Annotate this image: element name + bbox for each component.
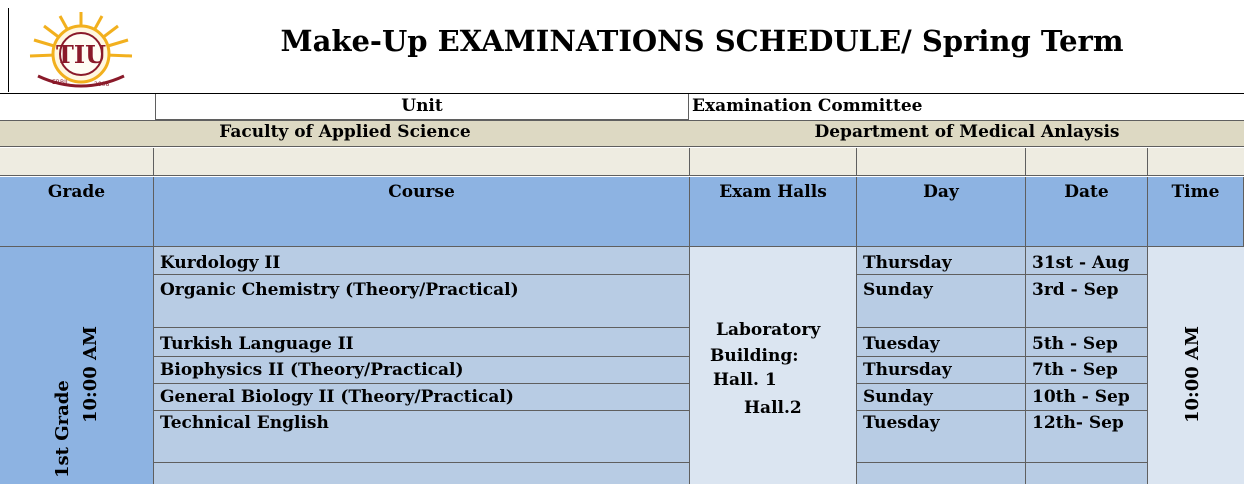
course-day: Sunday bbox=[863, 280, 933, 300]
row-line bbox=[857, 356, 1148, 357]
column-header-date: Date bbox=[1026, 177, 1148, 247]
logo-year-text: 2008 bbox=[94, 81, 110, 88]
row-line bbox=[154, 410, 690, 411]
grade-name: 1st Grade bbox=[52, 380, 73, 478]
page-title: Make-Up EXAMINATIONS SCHEDULE/ Spring Term bbox=[280, 24, 1124, 58]
course-day: Sunday bbox=[863, 387, 933, 407]
course-date: 12th- Sep bbox=[1032, 413, 1124, 433]
exam-hall-line: Hall.2 bbox=[744, 398, 802, 418]
examination-committee-label: Examination Committee bbox=[692, 96, 923, 116]
university-logo bbox=[8, 6, 154, 94]
logo-emblem-text: TIU bbox=[55, 40, 107, 69]
row-line bbox=[857, 462, 1148, 463]
grade-time: 10:00 AM bbox=[80, 326, 101, 424]
course-name: Kurdology II bbox=[160, 253, 281, 273]
course-day: Tuesday bbox=[863, 413, 940, 433]
course-day: Thursday bbox=[863, 360, 952, 380]
course-name: Turkish Language II bbox=[160, 334, 354, 354]
spacer-row bbox=[0, 148, 1244, 176]
spacer-divider bbox=[856, 148, 857, 176]
spacer-divider bbox=[689, 148, 690, 176]
column-header-exam-halls: Exam Halls bbox=[690, 177, 857, 247]
course-name: Technical English bbox=[160, 413, 329, 433]
row-line bbox=[154, 274, 690, 275]
course-name: Biophysics II (Theory/Practical) bbox=[160, 360, 464, 380]
exam-hall-line: Hall. 1 bbox=[713, 370, 777, 390]
row-line bbox=[857, 410, 1148, 411]
column-header-day: Day bbox=[857, 177, 1026, 247]
row-line bbox=[154, 383, 690, 384]
unit-label: Unit bbox=[155, 94, 689, 120]
course-name: Organic Chemistry (Theory/Practical) bbox=[160, 280, 519, 300]
course-date: 3rd - Sep bbox=[1032, 280, 1119, 300]
spacer-divider bbox=[1147, 148, 1148, 176]
course-date: 7th - Sep bbox=[1032, 360, 1118, 380]
column-header-course: Course bbox=[154, 177, 690, 247]
department-label: Department of Medical Anlaysis bbox=[814, 122, 1120, 142]
column-header-grade: Grade bbox=[0, 177, 154, 247]
time-value: 10:00 AM bbox=[1182, 326, 1203, 424]
row-line bbox=[857, 383, 1148, 384]
row-line bbox=[154, 462, 690, 463]
course-date: 10th - Sep bbox=[1032, 387, 1130, 407]
row-line bbox=[857, 327, 1148, 328]
row-line bbox=[857, 274, 1148, 275]
course-date: 5th - Sep bbox=[1032, 334, 1118, 354]
spacer-divider bbox=[153, 148, 154, 176]
faculty-label: Faculty of Applied Science bbox=[219, 122, 471, 142]
column-header-time: Time bbox=[1148, 177, 1244, 247]
exam-hall-line: Building: bbox=[710, 346, 799, 366]
course-date: 31st - Aug bbox=[1032, 253, 1130, 273]
spacer-divider bbox=[1025, 148, 1026, 176]
row-line bbox=[154, 327, 690, 328]
grade-cell bbox=[0, 247, 154, 484]
course-day: Tuesday bbox=[863, 334, 940, 354]
row-line bbox=[154, 356, 690, 357]
exam-hall-line: Laboratory bbox=[716, 320, 821, 340]
course-day: Thursday bbox=[863, 253, 952, 273]
course-name: General Biology II (Theory/Practical) bbox=[160, 387, 514, 407]
logo-city-text: ERBIL bbox=[52, 79, 70, 86]
